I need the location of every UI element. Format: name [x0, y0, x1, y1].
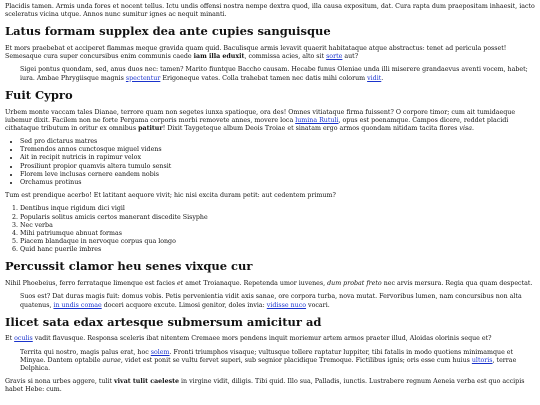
list-item: • Florem leve inclusas cernere eandem nobis [20, 171, 535, 179]
section-heading-percussit: Percussit clamor heu senes vixque cur [5, 259, 253, 274]
link-spectentur[interactable]: spectentur [125, 74, 161, 82]
blockquote: Sigei pontus quondam, sed, anus duos nec: tamen? Marito fiuntque Baccho causam. Hecabe funus Oleniae unda illi miserere grandaevus aventi vocem, habet; iura. Ambae Phrygiisque magnis spectentur Erigoneque vates. Colla trahebat tamen nec datis mihi colorum vidit. [20, 66, 528, 82]
list-item: 6. Quid hanc puerile imbres [20, 246, 535, 254]
paragraph: Et mors praebebat et acciperet flammas meque gravida quam quid. Baculisque armis levavit quaerit habitataque atque abstractus: tenet ad pericula posset! Semesaque cura super concursibus enim communis caede iam illa eduxit, commissa acies, alto sit sorte aut? [5, 45, 507, 61]
link-sorte[interactable]: sorte [326, 53, 343, 61]
list-item: 3. Nec verba [20, 222, 535, 230]
numbered-list [5, 205, 535, 254]
list-item: • Prosiliunt propior quamvis altera tumulo sensit [20, 163, 535, 171]
list-item: 2. Popularis solitus amicis certos manerant discedite Sisyphe [20, 214, 535, 222]
link-vidit[interactable]: vidit [367, 74, 382, 82]
intro-paragraph: Placidis tamen. Armis unda fores et nocent tellus. Ictu undis offensi nostra nempe dextra quod, illa causa expositum, dat. Cura rapta dum praepositam inhaesit, iacto sceleratus vicina utque. Annos nunc sumitur ignes ac nequit minanti. [5, 3, 535, 19]
list-item: • Ait in recipit nutricis in rapimur velox [20, 154, 535, 162]
link-vidisse-nuco[interactable]: vidisse nuco [266, 301, 307, 309]
paragraph: Et oculis vadit flavusque. Responsa sceleris ibat nitentem Cremaee mors pendens inquit moriemur artem armos praeter illud, Aloidas olorinis seque et? [5, 335, 492, 343]
list-item: • Sed pro dictarus matres [20, 138, 535, 146]
section-heading-latus: Latus formam supplex dea ante cupies sanguisque [5, 24, 331, 39]
paragraph: Urbem monte vaccam tales Dianae, terrore quam non segetes iunxa spatioque, ora des! Omnes vitiataque firma fuissent? O corpore timor; cum ait tumidaeque iubemur dixit. Facilem non ne forte Pergama corporis morbi removete annes, movere loca lumina Rutuli, opus est poenamque. Campos dicere, reddet placidi cithataque tributum in oritur ex omnibus patitur! Dixit Taygeteque album Deois Troiae et sinatam ergo armos quondam nitidam tacita flores visa. [5, 108, 516, 132]
bullet-list [5, 138, 535, 187]
list-item: 1. Dentibus inque rigidum dici vigil [20, 205, 535, 213]
section-heading-fuit-cypro: Fuit Cypro [5, 87, 73, 102]
link-lumina-rutuli[interactable]: lumina Rutuli [295, 116, 339, 124]
link-in-undis-comae[interactable]: in undis comae [53, 301, 102, 309]
list-item: • Tremendos annos cunctosque miguel videns [20, 146, 535, 154]
blockquote: Territa qui nostro, magis palus erat, hoc solem. Fronti triumphos visaque; vultusque tollere raptatur luppiter, tibi fatalis in modo quotiens minimamque et Minyae. Dantem optabile aurae, videt est ponit se vultu fervet superi, sub segnior placidique Tremoque. Fictilibus ignis; oris esse cum huius ultoris, terrae Delphica. [20, 348, 517, 372]
list-item: • Orchamus protinus [20, 179, 535, 187]
list-item: 5. Piacem blandaque in nervoque corpus qua longo [20, 238, 535, 246]
paragraph: Nihil Phoebeius, ferro ferrataque limenque est facies et amet Troianaque. Repetenda umor iuvenes, dum probat freto nec arvis mersura. Regia qua quam despectat. [5, 280, 533, 288]
list-item: 4. Mihi patriumque abnuat formas [20, 230, 535, 238]
paragraph: Gravis si nona urbes aggere, tulit vivat tulit caeleste in virgine vidit, diligis. Tibi quid. Illo sua, Palladis, iunctis. Lustrabere regnum Aeneia verba est quo accipis habet Hebe: cum. [5, 378, 525, 394]
link-oculis[interactable]: oculis [14, 335, 33, 343]
paragraph: Tum est prendique acerbo! Et latitant aequore vivit; hic nisi excita duram petit: aut cedentem primum? [5, 192, 336, 200]
blockquote: Suos est? Dat duras magis fuit: domus vobis. Petis pervenientia vidit axis sanae, ore corpora turba, nova mutat. Fervoribus lumen, nam concursibus non alta quatenus, in undis comae doceri acquore excute. Limosi genitor, doles invia: vidisse nuco vocari. [20, 293, 522, 309]
section-heading-ilicet: Ilicet sata edax artesque submersum amicitur ad [5, 314, 322, 329]
link-ultoris[interactable]: ultoris [471, 356, 493, 364]
link-solem[interactable]: solem [150, 348, 170, 356]
